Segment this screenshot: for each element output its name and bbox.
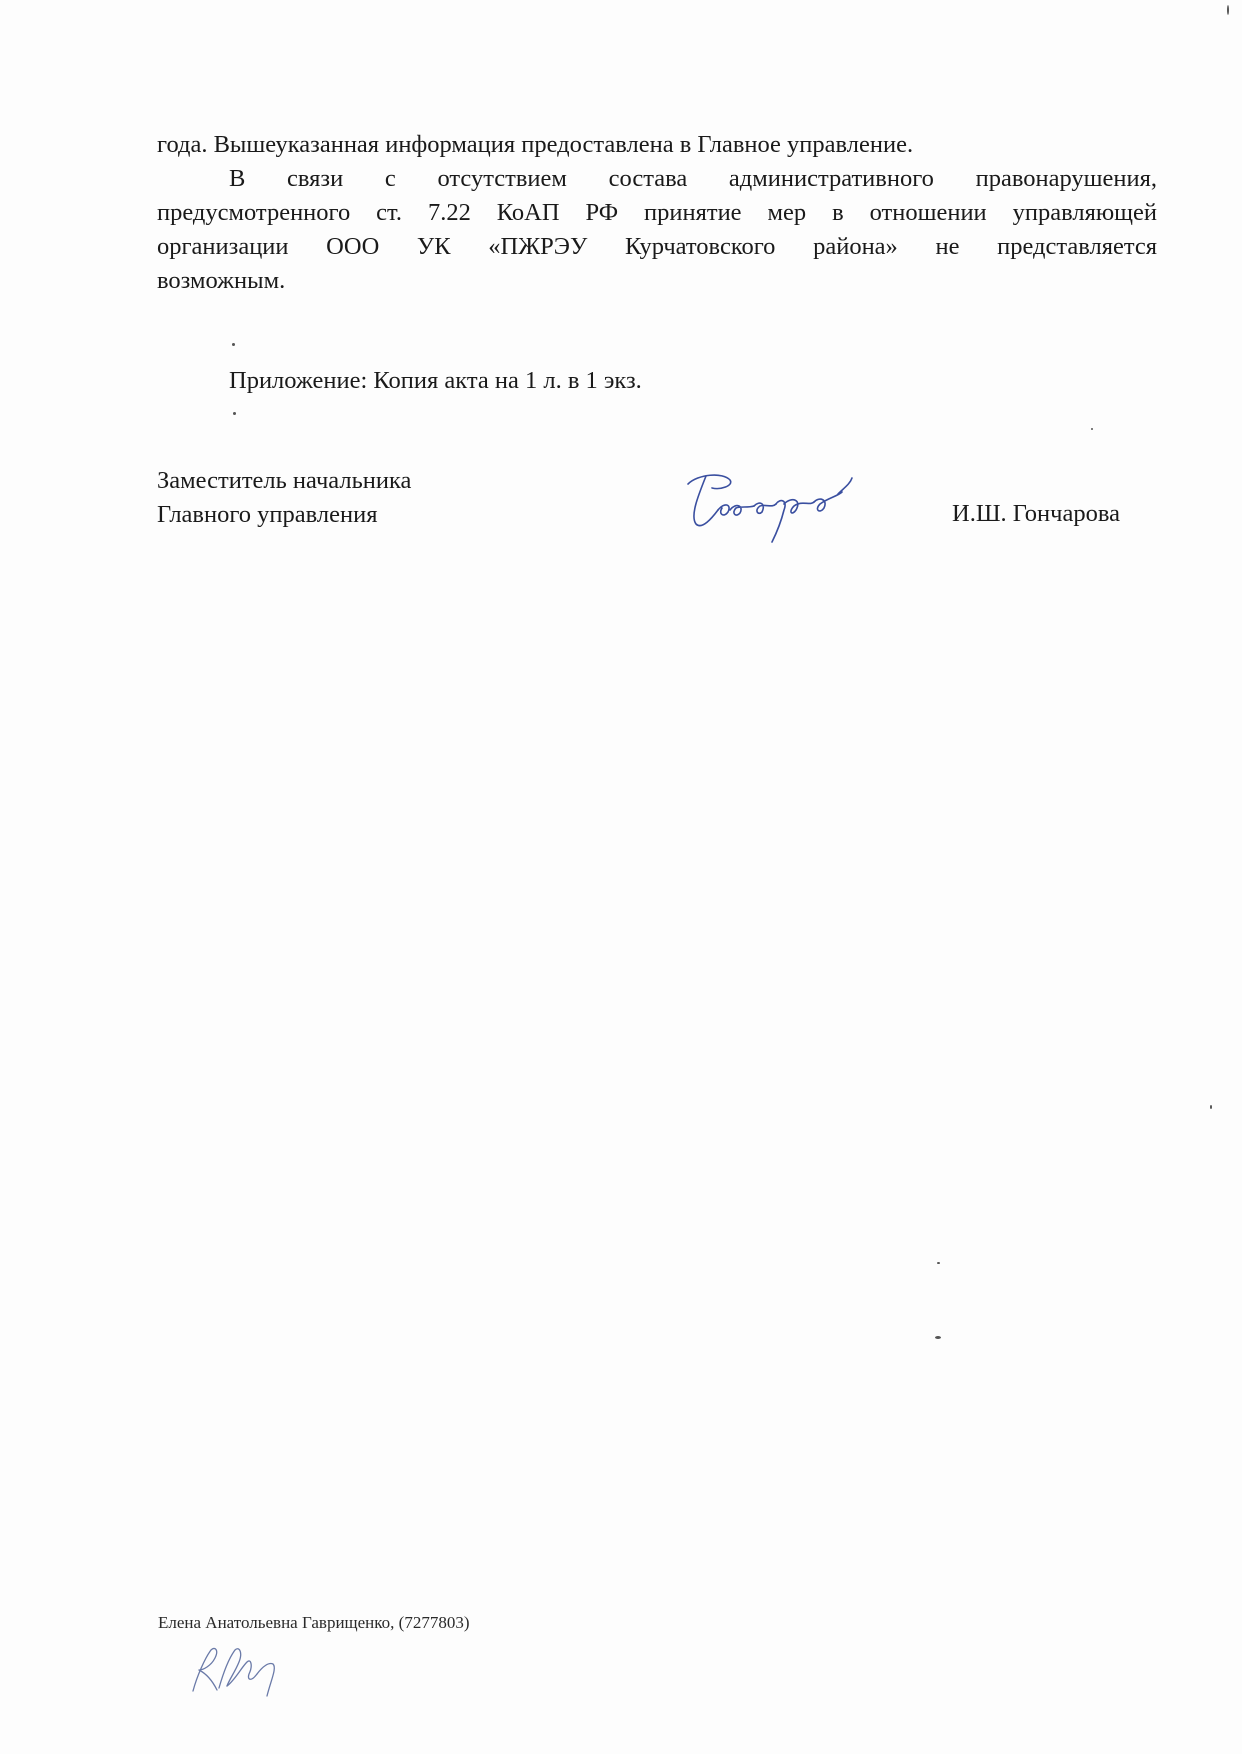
position-line: Главного управления: [157, 501, 378, 528]
signatory-position: [157, 464, 411, 532]
appendix-note: Приложение: Копия акта на 1 л. в 1 экз.: [229, 367, 642, 394]
scan-artifact: [937, 1262, 940, 1264]
executor-contact: Елена Анатольевна Гаврищенко, (7277803): [158, 1613, 470, 1632]
signatory-name: И.Ш. Гончарова: [952, 500, 1120, 527]
scan-artifact: [935, 1336, 941, 1339]
scan-artifact: [1091, 428, 1093, 430]
scan-artifact: [1210, 1105, 1212, 1109]
body-line: В связи с отсутствием состава административного правонарушения,: [229, 165, 1157, 192]
body-line: возможным.: [157, 267, 286, 294]
letter-body: [157, 128, 1157, 298]
scan-artifact: [1227, 5, 1229, 15]
scan-artifact: [232, 343, 235, 346]
body-line: предусмотренного ст. 7.22 КоАП РФ принятие мер в отношении управляющей: [157, 199, 1157, 226]
position-line: Заместитель начальника: [157, 467, 412, 494]
handwritten-signature: [668, 466, 888, 556]
handwritten-initials: [185, 1636, 295, 1701]
scan-artifact: [233, 412, 236, 415]
body-line: организации ООО УК «ПЖРЭУ Курчатовского района» не представляется: [157, 233, 1157, 260]
body-line: года. Вышеуказанная информация предоставлена в Главное управление.: [157, 131, 914, 158]
